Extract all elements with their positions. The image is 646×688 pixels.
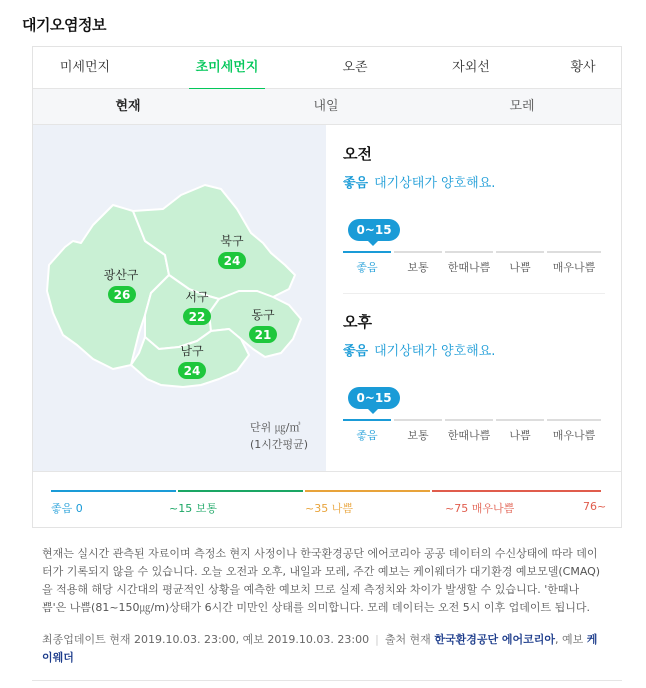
level-temp-bad: 한때나쁨	[445, 251, 493, 271]
level-very-bad: 매우나쁨	[547, 419, 601, 439]
time-subtabs	[33, 89, 621, 125]
update-info: 최종업데이트 현재 2019.10.03. 23:00, 예보 2019.10.03. 23:00 | 출처 현재 한국환경공단 에어코리아, 예보 케이웨더	[42, 633, 598, 664]
forecast-pm-scale	[343, 387, 605, 442]
source-mid: , 예보	[555, 633, 584, 646]
legend-bar-normal	[178, 490, 303, 492]
source-prefix: 출처 현재	[384, 633, 431, 646]
legend-very-bad: ~75 매우나쁨	[445, 502, 515, 515]
level-normal: 보통	[394, 251, 442, 271]
district-label-dong: 동구	[251, 308, 275, 322]
forecast-pm-status	[343, 340, 605, 359]
level-good: 좋음	[343, 419, 391, 439]
subtab-now[interactable]: 현재	[115, 99, 141, 114]
pollutant-tabs	[33, 47, 621, 89]
district-value-buk: 24	[223, 254, 241, 268]
legend-normal: ~15 보통	[169, 502, 217, 515]
unit-info	[250, 419, 308, 453]
district-label-gwangsan: 광산구	[103, 268, 139, 282]
forecast-am-label: 오전	[343, 145, 372, 163]
forecast-pm-label: 오후	[343, 313, 372, 331]
forecast-am	[343, 143, 605, 274]
district-value-gwangsan: 26	[113, 288, 131, 302]
source-kweather-link[interactable]: 케이웨더	[42, 633, 598, 664]
unit-label: 단위 ㎍/㎥	[250, 421, 301, 434]
grade-legend	[33, 471, 621, 527]
level-bad: 나쁨	[496, 419, 544, 439]
tab-pm25[interactable]: 초미세먼지	[189, 47, 265, 89]
average-label: (1시간평균)	[250, 438, 309, 451]
update-time: 최종업데이트 현재 2019.10.03. 23:00, 예보 2019.10.03. 23:00	[42, 633, 370, 646]
legend-bad: ~35 나쁨	[305, 502, 353, 515]
district-label-buk: 북구	[220, 234, 244, 248]
forecast-am-grade: 좋음	[343, 176, 369, 191]
district-label-seo: 서구	[185, 290, 209, 304]
tab-ozone[interactable]: 오존	[342, 60, 368, 75]
forecast-divider	[343, 293, 605, 294]
tab-yellow-dust[interactable]: 황사	[570, 60, 596, 75]
forecast-am-range: 0~15	[348, 219, 400, 241]
district-map	[33, 125, 326, 471]
district-value-seo: 22	[188, 310, 206, 324]
forecast-pm	[343, 311, 605, 442]
forecast-am-status	[343, 172, 605, 191]
legend-bar-very-bad	[432, 490, 601, 492]
district-label-nam: 남구	[180, 344, 204, 358]
legend-bar-bad	[305, 490, 430, 492]
level-bad: 나쁨	[496, 251, 544, 271]
tab-uv[interactable]: 자외선	[452, 60, 490, 75]
notes-text: 현재는 실시간 관측된 자료이며 측정소 현지 사정이나 한국환경공단 에어코리아 공공 데이터의 수신상태에 따라 데이터가 기록되지 않을 수 있습니다. 오늘 오전과 오후, 내일과 모레, 주간 예보는 케이웨더가 대기환경 예보모델(CMAQ)을 적용해 해당 시간대의 평균적인 상황을 예측한 예보치 므로 실제 측정치와 차이가 발생할 수 있습니다. '한때나쁨'은 나쁨(81~150㎍/m)상태가 6시간 미만인 상태를 의미합니다. 모레 데이터는 오전 5시 이후 업데이트 됩니다.	[42, 547, 601, 614]
district-value-dong: 21	[254, 328, 272, 342]
level-very-bad: 매우나쁨	[547, 251, 601, 271]
forecast-am-scale	[343, 219, 605, 274]
source-airkorea-link[interactable]: 한국환경공단 에어코리아	[434, 633, 556, 646]
legend-bar-good	[51, 490, 176, 492]
bottom-divider	[32, 680, 622, 681]
level-normal: 보통	[394, 419, 442, 439]
tab-pm10[interactable]: 미세먼지	[59, 60, 111, 75]
air-quality-card	[32, 46, 622, 528]
forecast-am-message: 대기상태가 양호해요.	[374, 176, 496, 191]
forecast-pm-message: 대기상태가 양호해요.	[374, 344, 496, 359]
forecast-pm-grade: 좋음	[343, 344, 369, 359]
legend-max: 76~	[583, 500, 607, 513]
district-value-nam: 24	[183, 364, 201, 378]
subtab-tomorrow[interactable]: 내일	[313, 99, 339, 114]
level-good: 좋음	[343, 251, 391, 271]
subtab-day-after[interactable]: 모레	[509, 99, 535, 114]
level-temp-bad: 한때나쁨	[445, 419, 493, 439]
page-title: 대기오염정보	[22, 16, 106, 34]
legend-good: 좋음 0	[51, 502, 83, 515]
forecast-pm-range: 0~15	[348, 387, 400, 409]
